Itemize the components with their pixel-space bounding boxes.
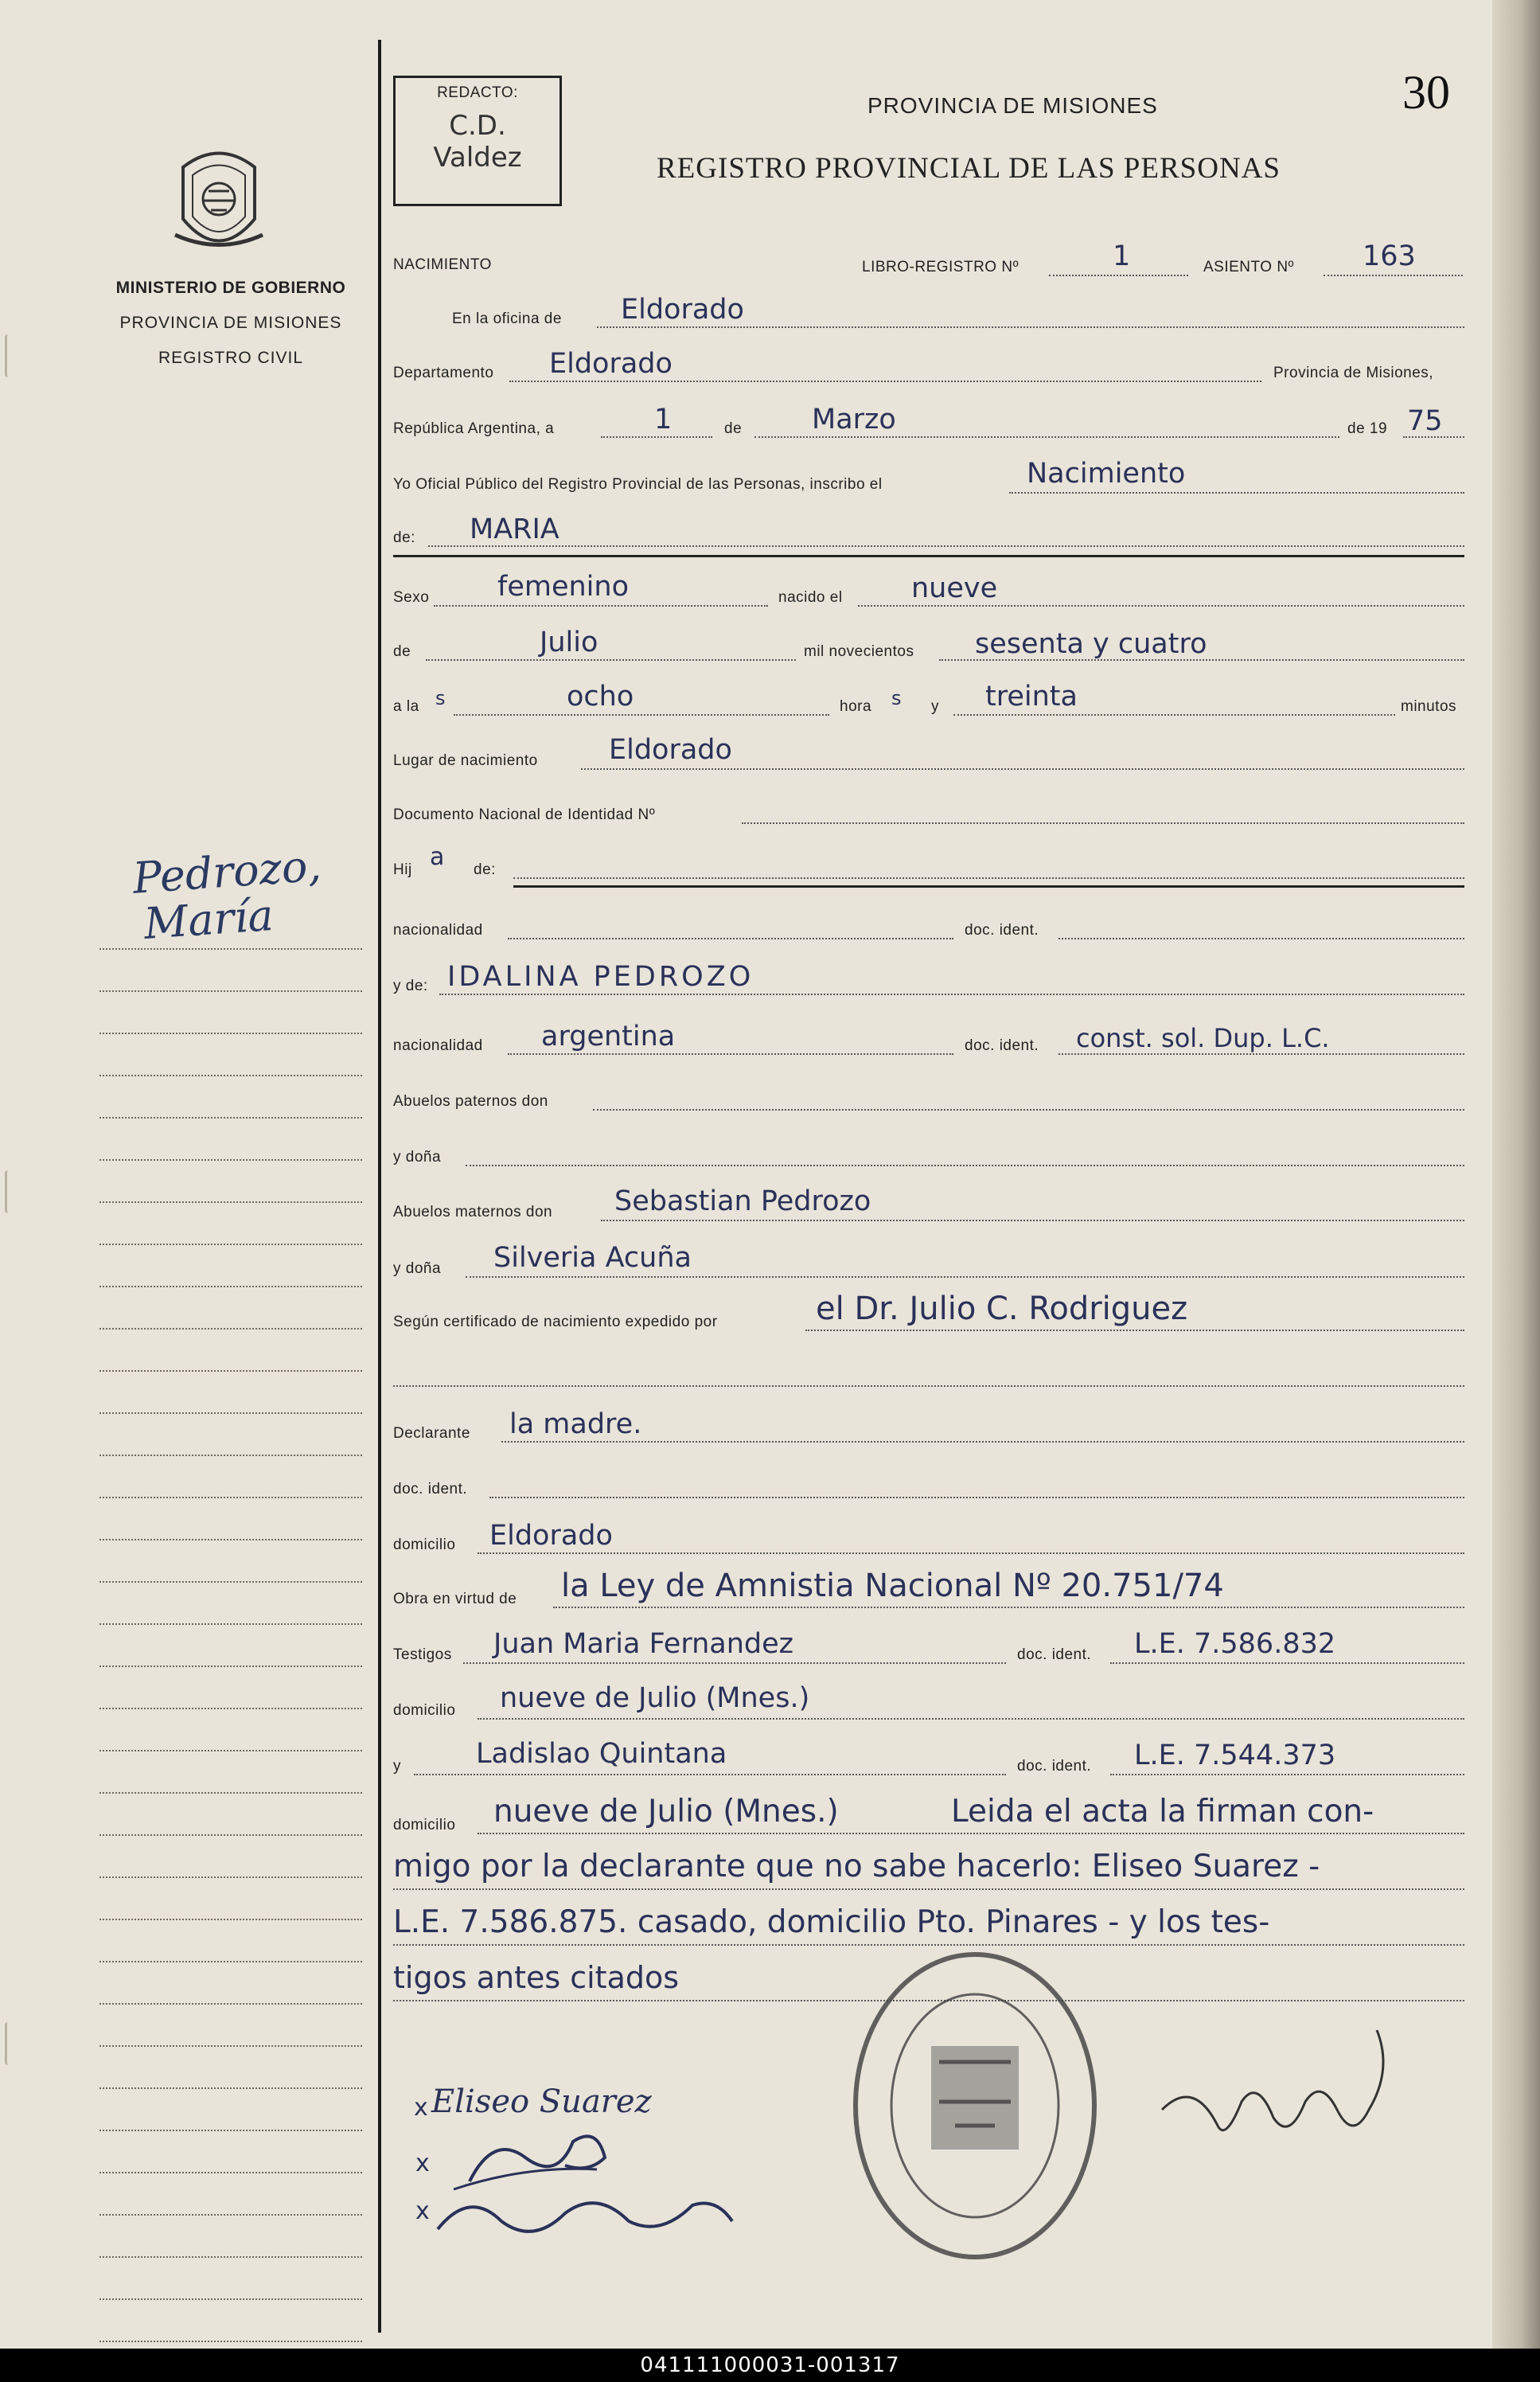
field-line bbox=[742, 822, 1464, 824]
field-line bbox=[601, 1220, 1464, 1221]
label-de-mes-nac: de bbox=[393, 643, 411, 660]
field-dia-nac: nueve bbox=[911, 572, 998, 604]
label-domicilio-testigo-2: domicilio bbox=[393, 1817, 456, 1833]
field-testigo-2-domicilio: nueve de Julio (Mnes.) bbox=[493, 1794, 839, 1829]
field-line bbox=[754, 436, 1339, 438]
field-abuelo-materno: Sebastian Pedrozo bbox=[614, 1185, 871, 1217]
label-segun-certificado: Según certificado de nacimiento expedido por bbox=[393, 1314, 718, 1330]
field-sexo: femenino bbox=[497, 571, 629, 603]
field-line bbox=[454, 714, 829, 716]
field-line bbox=[1049, 275, 1188, 276]
field-line bbox=[858, 605, 1464, 607]
margin-line bbox=[99, 1836, 362, 1878]
label-de-19: de 19 bbox=[1347, 420, 1388, 437]
field-line bbox=[426, 659, 796, 661]
field-line bbox=[1110, 1662, 1464, 1664]
margin-line bbox=[99, 950, 362, 992]
field-line bbox=[581, 768, 1464, 770]
label-nacimiento: NACIMIENTO bbox=[393, 256, 492, 273]
label-provincia-misiones: Provincia de Misiones, bbox=[1273, 365, 1434, 381]
margin-line bbox=[99, 1203, 362, 1245]
label-y-minutos: y bbox=[931, 698, 939, 715]
field-line bbox=[1059, 938, 1464, 939]
province-header: PROVINCIA DE MISIONES bbox=[867, 93, 1158, 118]
redacto-label: REDACTO: bbox=[437, 84, 518, 101]
signature-eliseo-suarez: Eliseo Suarez bbox=[431, 2083, 652, 2120]
field-line bbox=[393, 1888, 1464, 1890]
margin-line bbox=[99, 1161, 362, 1203]
field-line bbox=[597, 326, 1464, 328]
field-line bbox=[501, 1441, 1464, 1443]
registry-title: REGISTRO PROVINCIAL DE LAS PERSONAS bbox=[657, 152, 1281, 185]
label-de-nombre: de: bbox=[393, 529, 415, 546]
field-testigo-1-domicilio: nueve de Julio (Mnes.) bbox=[500, 1682, 810, 1714]
margin-line bbox=[99, 2089, 362, 2131]
field-line bbox=[553, 1607, 1464, 1608]
margin-line bbox=[99, 1330, 362, 1372]
official-signature-icon bbox=[1146, 1990, 1401, 2189]
margin-line bbox=[99, 1414, 362, 1456]
staple-hole bbox=[5, 1170, 20, 1213]
label-y-testigo-2: y bbox=[393, 1758, 401, 1775]
label-hij: Hij bbox=[393, 861, 412, 878]
ministry-registry: REGISTRO CIVIL bbox=[158, 349, 304, 367]
field-acto: Nacimiento bbox=[1027, 458, 1186, 490]
field-testigo-1: Juan Maria Fernandez bbox=[493, 1628, 794, 1660]
field-hora-suffix: s bbox=[891, 687, 902, 709]
signature-scribbles bbox=[406, 2070, 740, 2309]
margin-line bbox=[99, 1287, 362, 1330]
field-mes: Marzo bbox=[812, 404, 896, 435]
field-line bbox=[439, 994, 1464, 995]
ministry-name: MINISTERIO DE GOBIERNO bbox=[115, 279, 346, 297]
field-dia: 1 bbox=[654, 404, 673, 435]
field-anio-nac: sesenta y cuatro bbox=[975, 628, 1207, 660]
label-mil-novecientos: mil novecientos bbox=[804, 643, 914, 660]
field-line bbox=[489, 1497, 1464, 1498]
label-de-padre: de: bbox=[474, 861, 496, 878]
field-nota-2: migo por la declarante que no sabe hacerlo: Eliseo Suarez - bbox=[393, 1849, 1320, 1884]
label-y-dona-paterna: y doña bbox=[393, 1149, 442, 1166]
field-line bbox=[1059, 1053, 1464, 1055]
field-line bbox=[805, 1330, 1464, 1331]
field-madre-nacionalidad: argentina bbox=[541, 1021, 676, 1052]
field-minutos-nac: treinta bbox=[985, 681, 1078, 713]
signatures-area: x Eliseo Suarez x x bbox=[406, 2070, 740, 2309]
field-declarante: la madre. bbox=[509, 1408, 642, 1440]
field-domicilio: Eldorado bbox=[489, 1520, 613, 1552]
margin-line bbox=[99, 1498, 362, 1540]
label-declarante: Declarante bbox=[393, 1425, 470, 1442]
label-de-mes: de bbox=[724, 420, 743, 437]
field-madre-doc: const. sol. Dup. L.C. bbox=[1076, 1023, 1330, 1053]
label-nacido-el: nacido el bbox=[778, 589, 843, 606]
label-doc-ident-padre: doc. ident. bbox=[965, 922, 1039, 939]
field-line bbox=[509, 381, 1261, 382]
label-libro-registro: LIBRO-REGISTRO Nº bbox=[862, 259, 1020, 275]
field-certificado: el Dr. Julio C. Rodriguez bbox=[816, 1291, 1188, 1327]
field-a-la-suffix: s bbox=[435, 687, 446, 709]
margin-line bbox=[99, 1667, 362, 1709]
margin-line bbox=[99, 1456, 362, 1498]
footer-id-bar bbox=[0, 2349, 1540, 2382]
margin-line bbox=[99, 2131, 362, 2173]
field-mes-nac: Julio bbox=[540, 627, 598, 658]
field-line bbox=[508, 1053, 953, 1055]
label-sexo: Sexo bbox=[393, 589, 430, 606]
field-nota-3: L.E. 7.586.875. casado, domicilio Pto. Pinares - y los tes- bbox=[393, 1904, 1270, 1940]
field-line bbox=[414, 1774, 1006, 1775]
field-line bbox=[601, 436, 712, 438]
redacto-surname: Valdez bbox=[433, 142, 522, 174]
margin-line bbox=[99, 1920, 362, 1962]
field-line bbox=[466, 1165, 1464, 1166]
field-hij-suffix: a bbox=[430, 843, 445, 871]
label-y-dona-materna: y doña bbox=[393, 1260, 442, 1277]
section-divider bbox=[393, 555, 1464, 557]
margin-line bbox=[99, 1076, 362, 1119]
label-abuelos-maternos: Abuelos maternos don bbox=[393, 1204, 553, 1220]
label-documento: Documento Nacional de Identidad Nº bbox=[393, 806, 656, 823]
redacto-box bbox=[393, 76, 562, 206]
page-number: 30 bbox=[1402, 66, 1450, 119]
footer-id: 041111000031-001317 bbox=[640, 2353, 900, 2377]
label-departamento: Departamento bbox=[393, 365, 494, 381]
margin-line bbox=[99, 1245, 362, 1287]
margin-line bbox=[99, 1034, 362, 1076]
field-abuela-materna: Silveria Acuña bbox=[493, 1242, 692, 1274]
margin-line bbox=[99, 2005, 362, 2047]
label-doc-ident-testigo-1: doc. ident. bbox=[1017, 1646, 1092, 1663]
margin-line bbox=[99, 2216, 362, 2258]
field-lugar: Eldorado bbox=[609, 734, 732, 766]
label-hora: hora bbox=[840, 698, 872, 715]
label-a-la: a la bbox=[393, 698, 419, 715]
label-lugar: Lugar de nacimiento bbox=[393, 752, 538, 769]
label-doc-ident-testigo-2: doc. ident. bbox=[1017, 1758, 1092, 1775]
field-anio: 75 bbox=[1407, 405, 1443, 437]
label-doc-ident-declarante: doc. ident. bbox=[393, 1481, 468, 1498]
margin-note-name: María bbox=[142, 889, 275, 950]
field-line bbox=[1324, 275, 1463, 276]
province-seal-icon bbox=[167, 143, 271, 263]
field-testigo-2: Ladislao Quintana bbox=[476, 1738, 727, 1770]
field-line bbox=[953, 714, 1395, 716]
label-nacionalidad-madre: nacionalidad bbox=[393, 1037, 483, 1054]
field-line bbox=[428, 545, 1464, 547]
label-asiento: ASIENTO Nº bbox=[1203, 259, 1294, 275]
margin-line bbox=[99, 992, 362, 1034]
label-testigos: Testigos bbox=[393, 1646, 452, 1663]
redacto-initials: C.D. bbox=[449, 110, 506, 142]
binding-line bbox=[378, 40, 381, 2333]
margin-line bbox=[99, 2300, 362, 2342]
field-testigo-2-doc: L.E. 7.544.373 bbox=[1134, 1740, 1336, 1771]
margin-line bbox=[99, 1583, 362, 1625]
label-minutos: minutos bbox=[1401, 698, 1457, 715]
margin-line bbox=[99, 2047, 362, 2089]
field-libro: 1 bbox=[1113, 240, 1131, 272]
field-hora-nac: ocho bbox=[567, 681, 634, 713]
field-nota-1: Leida el acta la firman con- bbox=[951, 1794, 1374, 1829]
label-domicilio-testigo-1: domicilio bbox=[393, 1702, 456, 1719]
field-line bbox=[1009, 492, 1464, 494]
field-line bbox=[434, 605, 768, 607]
field-nombre: MARIA bbox=[470, 513, 559, 545]
label-oficina: En la oficina de bbox=[452, 310, 562, 327]
field-line bbox=[393, 1385, 1464, 1387]
redacto-name bbox=[396, 110, 559, 174]
margin-line bbox=[99, 2173, 362, 2216]
field-line bbox=[478, 1552, 1464, 1554]
label-y-de: y de: bbox=[393, 978, 428, 994]
field-line bbox=[463, 1662, 1006, 1664]
staple-hole bbox=[5, 334, 20, 377]
margin-line bbox=[99, 2258, 362, 2300]
field-departamento: Eldorado bbox=[549, 348, 673, 380]
field-line bbox=[508, 938, 953, 939]
field-line bbox=[478, 1833, 1464, 1834]
margin-note-surname: Pedrozo, bbox=[131, 840, 323, 904]
label-abuelos-paternos: Abuelos paternos don bbox=[393, 1093, 548, 1110]
field-line bbox=[513, 877, 1464, 879]
field-line bbox=[478, 1718, 1464, 1720]
margin-note bbox=[131, 840, 326, 950]
field-line bbox=[1110, 1774, 1464, 1775]
margin-line bbox=[99, 1372, 362, 1414]
margin-line bbox=[99, 1794, 362, 1836]
margin-line bbox=[99, 1625, 362, 1667]
label-republica: República Argentina, a bbox=[393, 420, 555, 437]
label-nacionalidad-padre: nacionalidad bbox=[393, 922, 483, 939]
ministry-province: PROVINCIA DE MISIONES bbox=[119, 314, 342, 332]
label-domicilio-declarante: domicilio bbox=[393, 1537, 456, 1553]
margin-line bbox=[99, 1878, 362, 1920]
field-testigo-1-doc: L.E. 7.586.832 bbox=[1134, 1628, 1336, 1660]
field-nota-4: tigos antes citados bbox=[393, 1960, 680, 1995]
field-line bbox=[593, 1109, 1464, 1111]
label-doc-ident-madre: doc. ident. bbox=[965, 1037, 1039, 1054]
margin-line bbox=[99, 1709, 362, 1751]
father-divider bbox=[513, 885, 1464, 888]
staple-hole bbox=[5, 2022, 20, 2065]
ministry-block bbox=[88, 279, 374, 368]
field-asiento: 163 bbox=[1363, 240, 1416, 272]
label-obra: Obra en virtud de bbox=[393, 1591, 517, 1607]
field-madre: IDALINA PEDROZO bbox=[447, 961, 754, 993]
margin-lines bbox=[99, 908, 362, 2342]
field-obra: la Ley de Amnistia Nacional Nº 20.751/74 bbox=[561, 1568, 1224, 1604]
official-stamp-icon bbox=[844, 1943, 1106, 2269]
field-oficina: Eldorado bbox=[621, 294, 744, 326]
margin-line bbox=[99, 1962, 362, 2005]
margin-line bbox=[99, 1540, 362, 1583]
field-line bbox=[466, 1276, 1464, 1278]
margin-line bbox=[99, 1751, 362, 1794]
label-oficial: Yo Oficial Público del Registro Provincial de las Personas, inscribo el bbox=[393, 476, 883, 493]
margin-line bbox=[99, 1119, 362, 1161]
page-edge bbox=[1492, 0, 1540, 2349]
